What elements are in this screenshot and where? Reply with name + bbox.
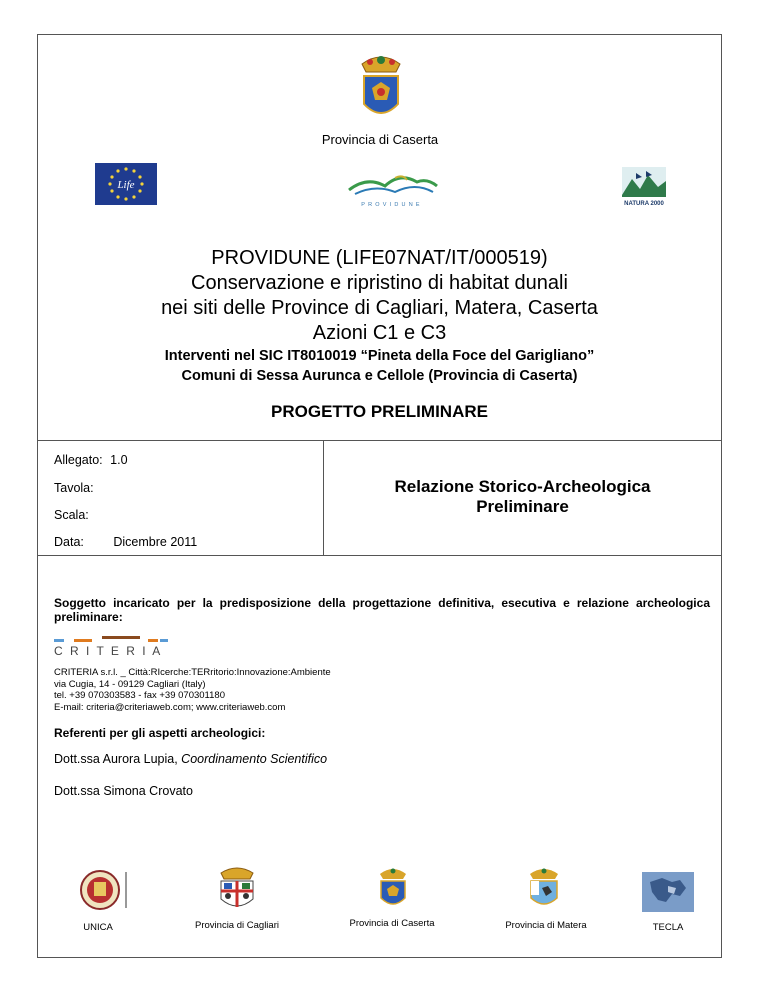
footer-label-unica: UNICA [83,922,113,933]
data-value: Dicembre 2011 [113,535,198,549]
project-title [38,246,721,346]
contractor-heading: Soggetto incaricato per la predisposizione della progettazione definitiva, esecutiva e relazione archeologica preliminare: [54,596,710,624]
title-line1: PROVIDUNE (LIFE07NAT/IT/000519) [211,247,548,269]
footer-label-caserta: Provincia di Caserta [349,918,435,929]
divider [37,440,722,441]
report-title-line1: Relazione Storico-Archeologica [394,477,651,496]
footer-label-cagliari: Provincia di Cagliari [195,920,279,931]
report-title [324,477,721,517]
providune-text: PROVIDUNE [361,202,423,208]
allegato-row [54,453,128,467]
tavola-label: Tavola: [54,481,94,495]
criteria-logo [54,633,174,663]
title-line6: Comuni di Sessa Aurunca e Cellole (Provincia di Caserta) [181,368,578,384]
caserta-crest-icon [356,52,406,124]
caserta-crest-small-icon [376,866,410,910]
natura-text: NATURA 2000 [624,201,664,207]
province-name: Provincia di Caserta [321,132,439,147]
title-line5: Interventi nel SIC IT8010019 “Pineta della Foce del Garigliano” [164,348,595,364]
providune-logo-icon [345,168,440,210]
contractor-line1: CRITERIA s.r.l. _ Città:RIcerche:TERritorio:Innovazione:Ambiente [54,667,331,678]
contractor-line3: tel. +39 070303583 - fax +39 070301180 [54,690,225,701]
referent-2-name: Dott.ssa Simona Crovato [54,784,193,798]
unica-logo-icon [78,868,130,912]
cagliari-crest-icon [215,865,259,913]
referent-1-name: Dott.ssa Aurora Lupia, [54,752,178,766]
natura-2000-logo-icon [618,165,671,207]
referents-heading: Referenti per gli aspetti archeologici: [54,726,266,740]
contractor-line2: via Cugia, 14 - 09129 Cagliari (Italy) [54,678,206,690]
footer-label-tecla: TECLA [652,922,684,933]
data-label: Data: [54,535,84,549]
contractor-details [54,667,331,713]
referent-1 [54,752,327,766]
allegato-value: 1.0 [110,453,128,467]
eu-life-logo-icon [95,163,157,205]
data-row [54,535,197,549]
title-line2: Conservazione e ripristino di habitat dunali [191,272,568,294]
criteria-logo-text: C R I T E R I A [54,644,163,658]
allegato-label: Allegato: [54,453,103,467]
tecla-logo-icon [642,872,694,912]
footer-label-matera: Provincia di Matera [505,920,587,931]
divider [37,555,722,556]
title-line4: Azioni C1 e C3 [312,322,447,344]
project-type: PROGETTO PRELIMINARE [271,402,488,421]
contractor-line4: E-mail: criteria@criteriaweb.com; www.criteriaweb.com [54,701,286,713]
report-title-line2: Preliminare [476,497,569,516]
title-line3: nei siti delle Province di Cagliari, Matera, Caserta [161,297,598,319]
project-subtitle [38,346,721,386]
referent-1-role: Coordinamento Scientifico [181,752,328,766]
scala-label: Scala: [54,508,89,522]
life-text: Life [117,179,135,191]
matera-crest-icon [526,866,562,910]
